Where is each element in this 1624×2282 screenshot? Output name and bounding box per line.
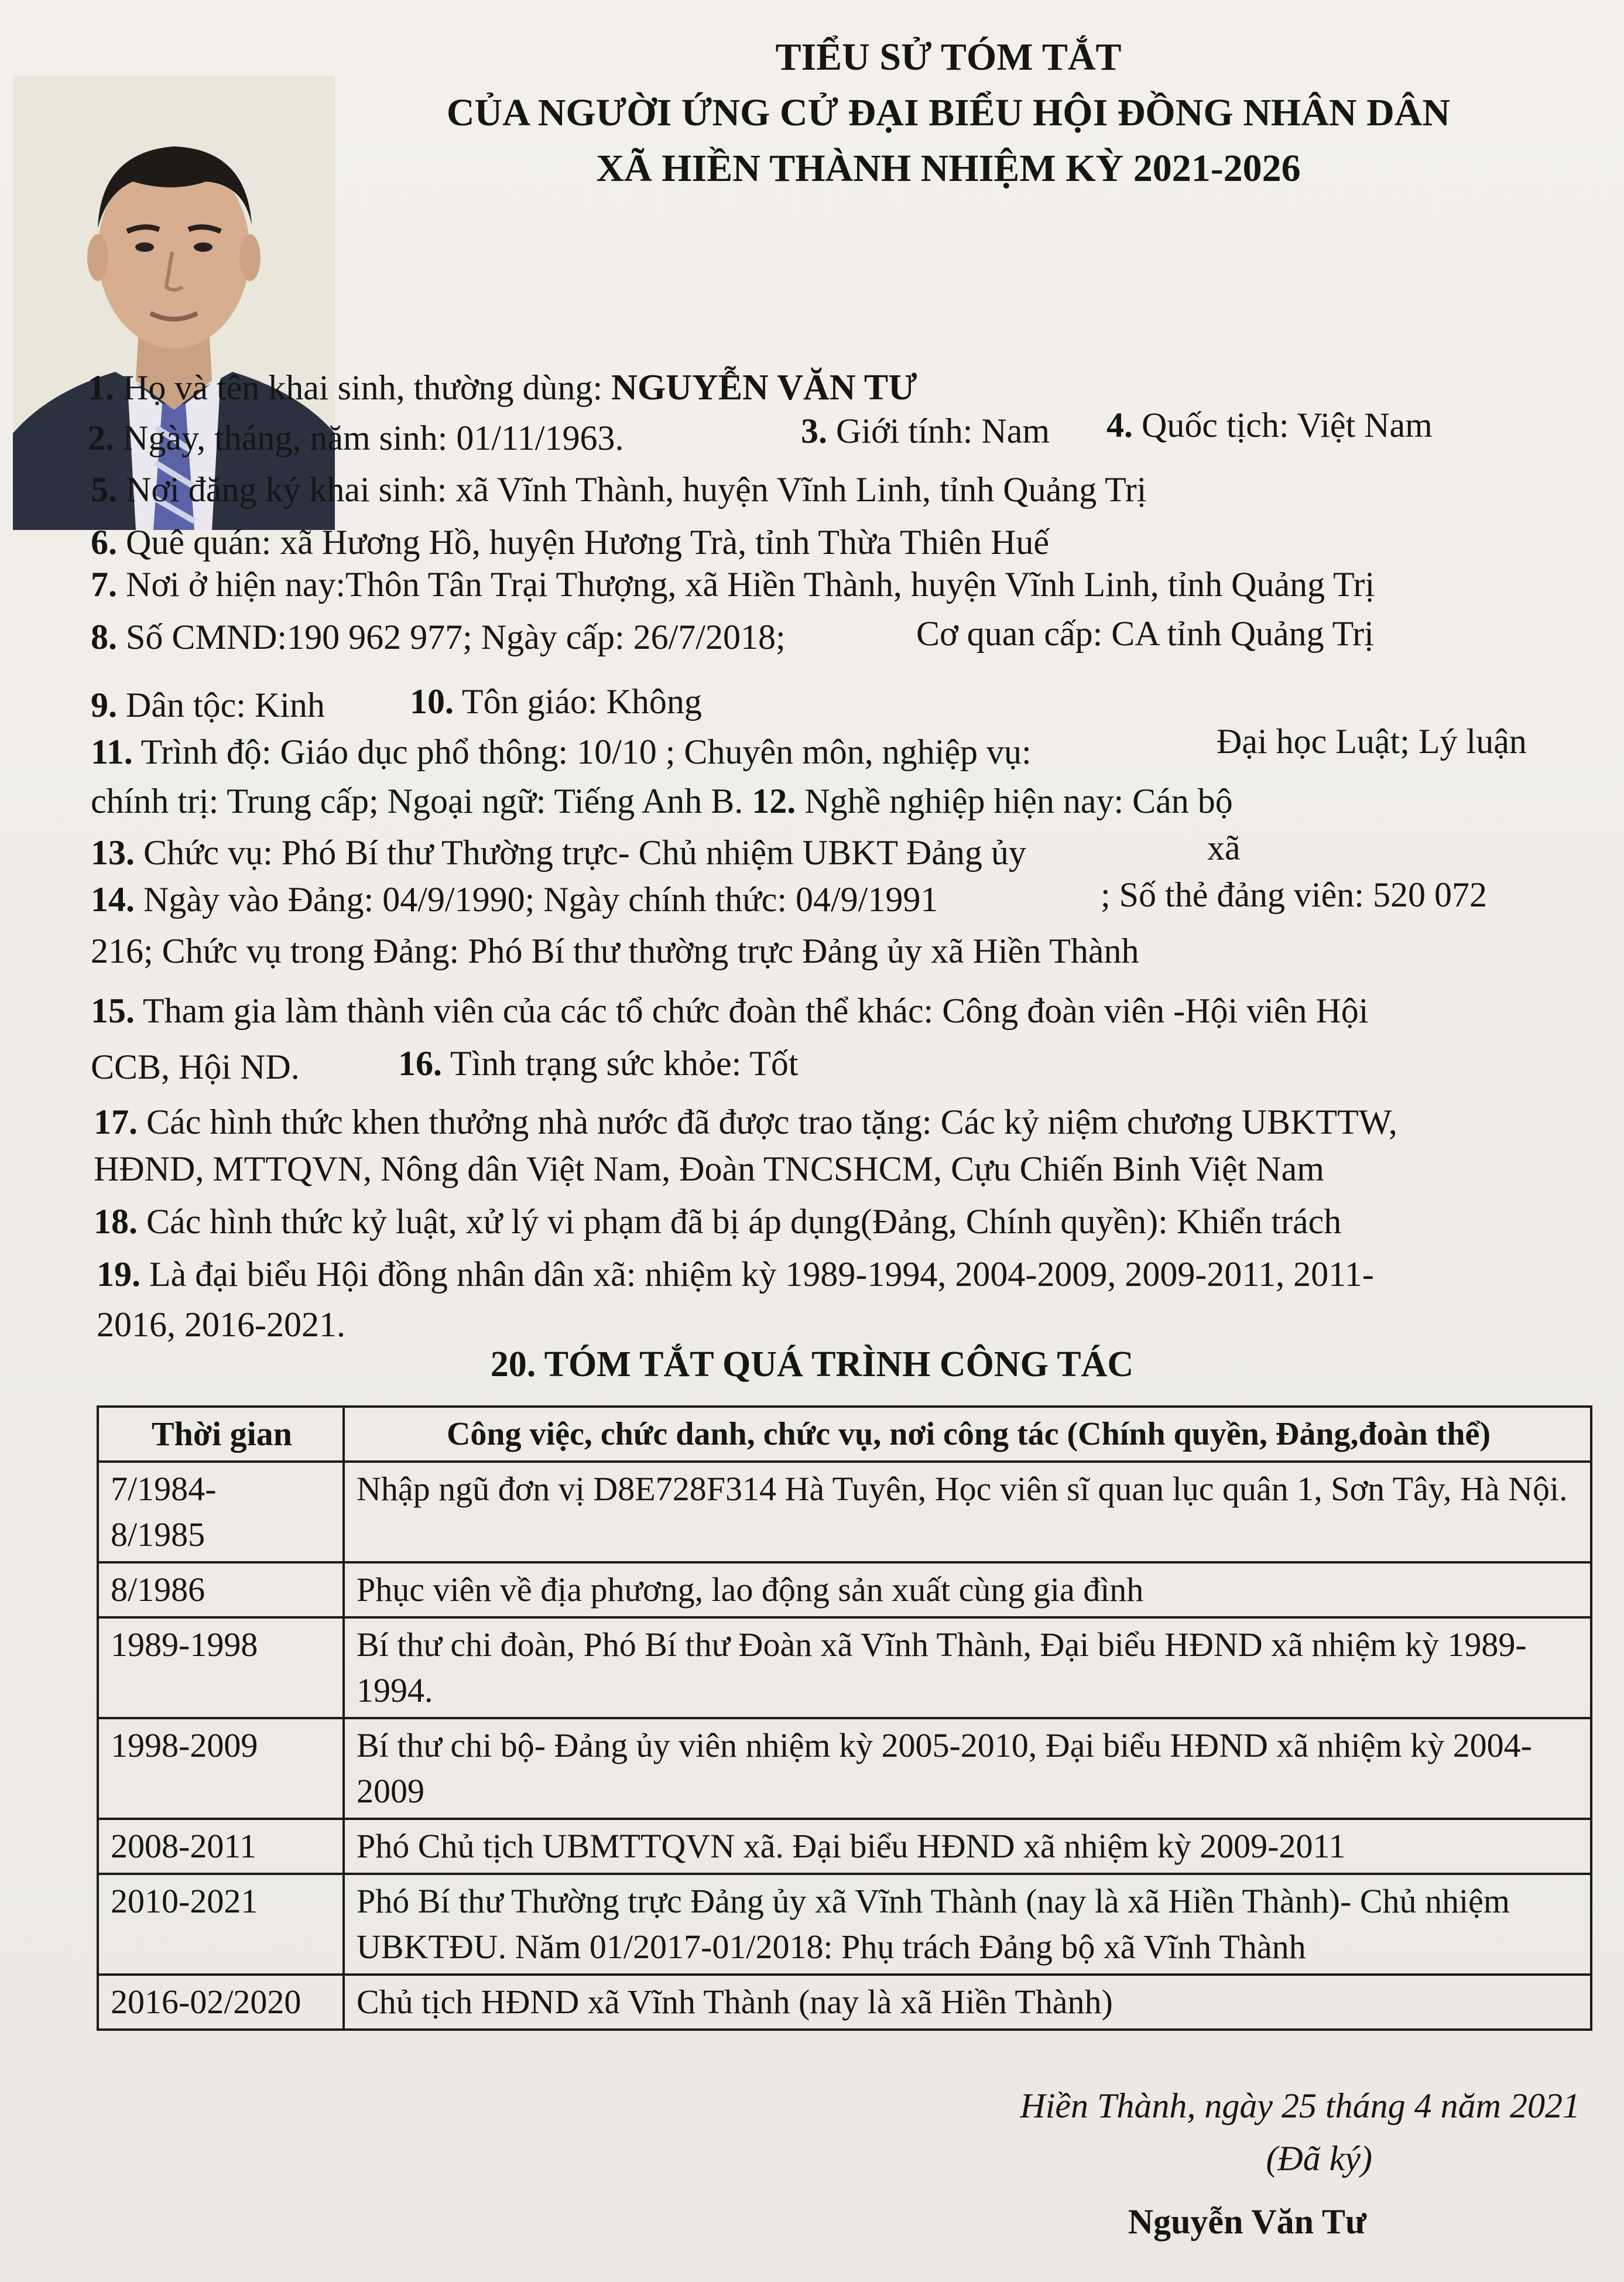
item-11-specialty: Đại học Luật; Lý luận — [1217, 722, 1527, 761]
table-row — [98, 1562, 1591, 1617]
candidate-name: NGUYỄN VĂN TƯ — [611, 368, 917, 408]
row-description: Bí thư chi đoàn, Phó Bí thư Đoàn xã Vĩnh Thành, Đại biểu HĐND xã nhiệm kỳ 1989-1994. — [344, 1617, 1591, 1718]
signature-name: Nguyễn Văn Tư — [1128, 2202, 1366, 2241]
table-row — [98, 1975, 1591, 2030]
row-time: 2008-2011 — [98, 1819, 344, 1874]
portrait-photo — [13, 76, 335, 530]
portrait-photo-icon — [13, 76, 335, 530]
item-19-cont: 2016, 2016-2021. — [97, 1305, 345, 1344]
item-9: 9. Dân tộc: Kinh — [91, 686, 325, 724]
signature-place-date: Hiền Thành, ngày 25 tháng 4 năm 2021 — [1020, 2086, 1580, 2125]
item-1: 1. Họ và tên khai sinh, thường dùng: NGUYỄN VĂN TƯ — [88, 368, 917, 408]
header-line-3: XÃ HIỀN THÀNH NHIỆM KỲ 2021-2026 — [596, 147, 1301, 190]
column-header-time: Thời gian — [98, 1407, 344, 1462]
table-row — [98, 1874, 1591, 1975]
item-8: 8. Số CMND:190 962 977; Ngày cấp: 26/7/2018; — [91, 618, 786, 656]
item-17: 17. Các hình thức khen thưởng nhà nước đã được trao tặng: Các kỷ niệm chương UBKTTW, — [94, 1103, 1397, 1141]
row-time: 7/1984- 8/1985 — [98, 1462, 344, 1562]
row-description: Phó Chủ tịch UBMTTQVN xã. Đại biểu HĐND xã nhiệm kỳ 2009-2011 — [344, 1819, 1591, 1874]
row-description: Phục viên về địa phương, lao động sản xuất cùng gia đình — [344, 1562, 1591, 1617]
item-6: 6. Quê quán: xã Hương Hồ, huyện Hương Trà, tỉnh Thừa Thiên Huế — [91, 523, 1049, 562]
item-11-cont: chính trị: Trung cấp; Ngoại ngữ: Tiếng Anh B. 12. Nghề nghiệp hiện nay: Cán bộ — [91, 782, 1233, 820]
work-history-title: 20. TÓM TẮT QUÁ TRÌNH CÔNG TÁC — [490, 1344, 1134, 1384]
item-8-issuer: Cơ quan cấp: CA tỉnh Quảng Trị — [916, 614, 1374, 653]
item-5: 5. Nơi đăng ký khai sinh: xã Vĩnh Thành, huyện Vĩnh Linh, tỉnh Quảng Trị — [91, 470, 1147, 509]
row-description: Chủ tịch HĐND xã Vĩnh Thành (nay là xã Hiền Thành) — [344, 1975, 1591, 2030]
item-10: 10. Tôn giáo: Không — [410, 682, 702, 721]
row-time: 2010-2021 — [98, 1874, 344, 1975]
item-4: 4. Quốc tịch: Việt Nam — [1106, 406, 1433, 444]
row-time: 2016-02/2020 — [98, 1975, 344, 2030]
item-15: 15. Tham gia làm thành viên của các tổ chức đoàn thể khác: Công đoàn viên -Hội viên Hội — [91, 991, 1369, 1030]
signature-signed-note: (Đã ký) — [1266, 2139, 1372, 2178]
table-row — [98, 1718, 1591, 1819]
item-16: 16. Tình trạng sức khỏe: Tốt — [398, 1044, 799, 1083]
document-header — [328, 29, 1569, 196]
table-row — [98, 1462, 1591, 1562]
header-line-1: TIỂU SỬ TÓM TẮT — [775, 36, 1122, 78]
row-description: Nhập ngũ đơn vị D8E728F314 Hà Tuyên, Học viên sĩ quan lục quân 1, Sơn Tây, Hà Nội. — [344, 1462, 1591, 1562]
item-11: 11. Trình độ: Giáo dục phổ thông: 10/10 ; Chuyên môn, nghiệp vụ: — [91, 733, 1032, 771]
row-time: 1989-1998 — [98, 1617, 344, 1718]
item-17-cont: HĐND, MTTQVN, Nông dân Việt Nam, Đoàn TNCSHCM, Cựu Chiến Binh Việt Nam — [94, 1149, 1324, 1188]
row-description: Phó Bí thư Thường trực Đảng ủy xã Vĩnh Thành (nay là xã Hiền Thành)- Chủ nhiệm UBKTĐU. Năm 01/2017-01/2018: Phụ trách Đảng bộ xã Vĩnh Thành — [344, 1874, 1591, 1975]
work-history-table — [97, 1405, 1592, 2031]
item-14: 14. Ngày vào Đảng: 04/9/1990; Ngày chính thức: 04/9/1991 — [91, 880, 938, 919]
item-13: 13. Chức vụ: Phó Bí thư Thường trực- Chủ nhiệm UBKT Đảng ủy — [91, 833, 1026, 872]
row-time: 8/1986 — [98, 1562, 344, 1617]
row-time: 1998-2009 — [98, 1718, 344, 1819]
table-row — [98, 1819, 1591, 1874]
item-3: 3. Giới tính: Nam — [801, 412, 1050, 450]
item-13-cont: xã — [1207, 829, 1241, 867]
item-19: 19. Là đại biểu Hội đồng nhân dân xã: nhiệm kỳ 1989-1994, 2004-2009, 2009-2011, 2011- — [97, 1255, 1374, 1294]
item-14-cont: 216; Chức vụ trong Đảng: Phó Bí thư thường trực Đảng ủy xã Hiền Thành — [91, 932, 1139, 970]
item-15-cont: CCB, Hội ND. — [91, 1048, 300, 1086]
item-2: 2. Ngày, tháng, năm sinh: 01/11/1963. — [88, 419, 624, 457]
header-line-2: CỦA NGƯỜI ỨNG CỬ ĐẠI BIỂU HỘI ĐỒNG NHÂN DÂN — [446, 91, 1451, 134]
item-18: 18. Các hình thức kỷ luật, xử lý vi phạm đã bị áp dụng(Đảng, Chính quyền): Khiển trách — [94, 1202, 1342, 1241]
item-7: 7. Nơi ở hiện nay:Thôn Tân Trại Thượng, xã Hiền Thành, huyện Vĩnh Linh, tỉnh Quảng Trị — [91, 565, 1375, 604]
table-header-row — [98, 1407, 1591, 1462]
row-description: Bí thư chi bộ- Đảng ủy viên nhiệm kỳ 2005-2010, Đại biểu HĐND xã nhiệm kỳ 2004-2009 — [344, 1718, 1591, 1819]
item-14-card: ; Số thẻ đảng viên: 520 072 — [1101, 875, 1487, 914]
column-header-description: Công việc, chức danh, chức vụ, nơi công tác (Chính quyền, Đảng,đoàn thể) — [344, 1407, 1591, 1462]
table-row — [98, 1617, 1591, 1718]
